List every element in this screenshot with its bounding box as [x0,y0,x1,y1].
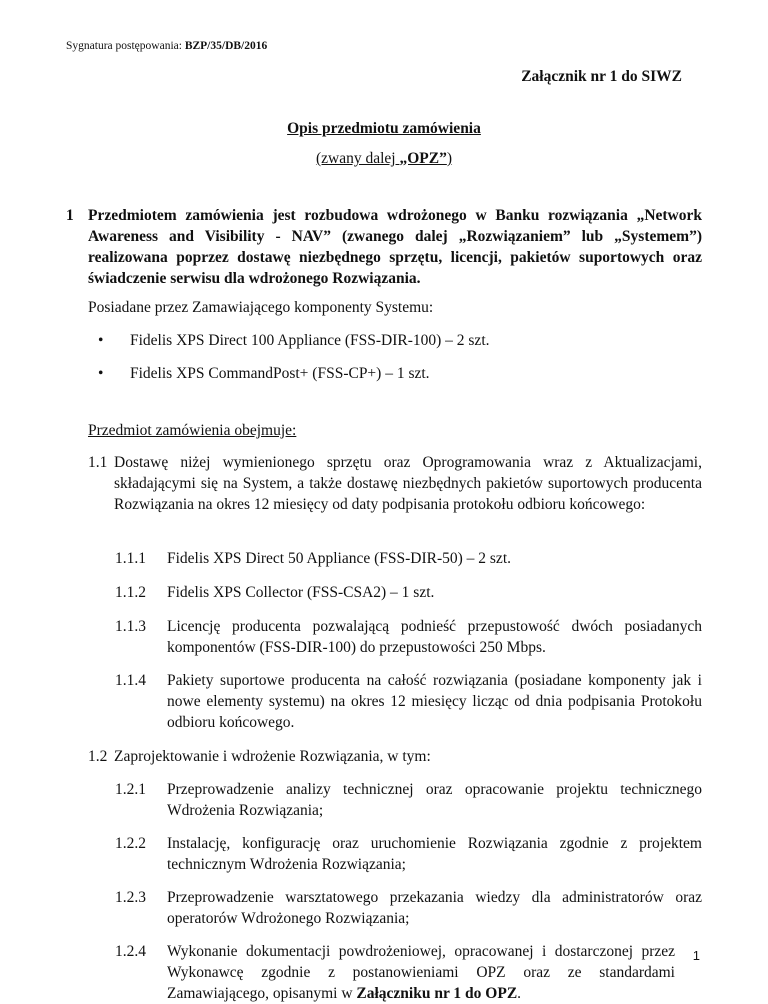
sub-item-1-1-2: 1.1.2 Fidelis XPS Collector (FSS-CSA2) – 1 szt. [115,584,435,601]
item-1-1-number: 1.1 [88,454,108,471]
section-1-number: 1 [66,207,74,224]
section-1-text: Przedmiotem zamówienia jest rozbudowa wdrożonego w Banku rozwiązania „Network Awareness and Visibility - NAV” (zwanego dalej „Rozwiązaniem” lub „Systemem”) realizowana poprzez dostawę niezbędnego sprzętu, licencji, pakietów suportowych oraz świadczenie serwisu dla wdrożonego Rozwiązania. [88,207,702,287]
section-1 [66,205,702,289]
page-subtitle [0,150,768,168]
bullet-icon: • [98,332,104,349]
item-1-1-text: Dostawę niżej wymienionego sprzętu oraz Oprogramowania wraz z Aktualizacjami, składającymi się na System, a także dostawę niezbędnych pakietów suportowych producenta Rozwiązania na okres 12 miesięcy od daty podpisania protokołu odbioru końcowego: [114,454,702,513]
sub-item-1-2-4: 1.2.4 Wykonanie dokumentacji powdrożeniowej, opracowanej i dostarczonej przez Wykonawcę zgodnie z postanowieniami OPZ oraz ze standardami Zamawiającego, opisanymi w Załączniku nr 1 do OPZ. [115,943,675,1002]
owned-component-1: Fidelis XPS CommandPost+ (FSS-CP+) – 1 szt. [130,365,430,382]
item-1-2-text: Zaprojektowanie i wdrożenie Rozwiązania, w tym: [114,748,431,765]
procedure-signature: Sygnatura postępowania: BZP/35/DB/2016 [66,40,268,52]
annex-reference: Załączniku nr 1 do OPZ [356,985,518,1002]
bullet-icon: • [98,365,104,382]
list-item [98,330,702,351]
list-item [98,363,702,384]
sub-item-1-2-3: 1.2.3 Przeprowadzenie warsztatowego przekazania wiedzy dla administratorów oraz operatorów Wdrożonego Rozwiązania; [115,889,702,927]
sub-item-1-2-1: 1.2.1 Przeprowadzenie analizy technicznej oraz opracowanie projektu technicznego Wdrożenia Rozwiązania; [115,781,702,819]
sub-item-1-1-3: 1.1.3 Licencję producenta pozwalającą podnieść przepustowość dwóch posiadanych komponentów (FSS-DIR-100) do przepustowości 250 Mbps. [115,618,702,656]
page-title: Opis przedmiotu zamówienia [287,120,481,137]
sub-item-1-1-4: 1.1.4 Pakiety suportowe producenta na całość rozwiązania (posiadane komponenty jak i nowe elementy systemu) na okres 12 miesięcy licząc od dnia podpisania Protokołu odbioru końcowego. [115,672,702,731]
page-number: 1 [692,948,700,963]
item-1-2-number: 1.2 [88,748,108,765]
scope-heading: Przedmiot zamówienia obejmuje: [88,422,297,439]
signature-value: BZP/35/DB/2016 [184,40,268,52]
owned-components-intro: Posiadane przez Zamawiającego komponenty Systemu: [88,299,434,316]
annex-label: Załącznik nr 1 do SIWZ [521,68,682,85]
subtitle-suffix: ) [446,150,453,167]
subtitle-bold: „OPZ” [399,150,447,167]
subtitle-prefix: (zwany dalej [315,150,400,167]
sub-item-1-2-2: 1.2.2 Instalację, konfigurację oraz uruchomienie Rozwiązania zgodnie z projektem technicznym Wdrożenia Rozwiązania; [115,835,702,873]
owned-component-0: Fidelis XPS Direct 100 Appliance (FSS-DIR-100) – 2 szt. [130,332,490,349]
item-1-1 [88,452,702,515]
item-1-2 [88,746,702,767]
sub-item-1-1-1: 1.1.1 Fidelis XPS Direct 50 Appliance (FSS-DIR-50) – 2 szt. [115,550,511,567]
